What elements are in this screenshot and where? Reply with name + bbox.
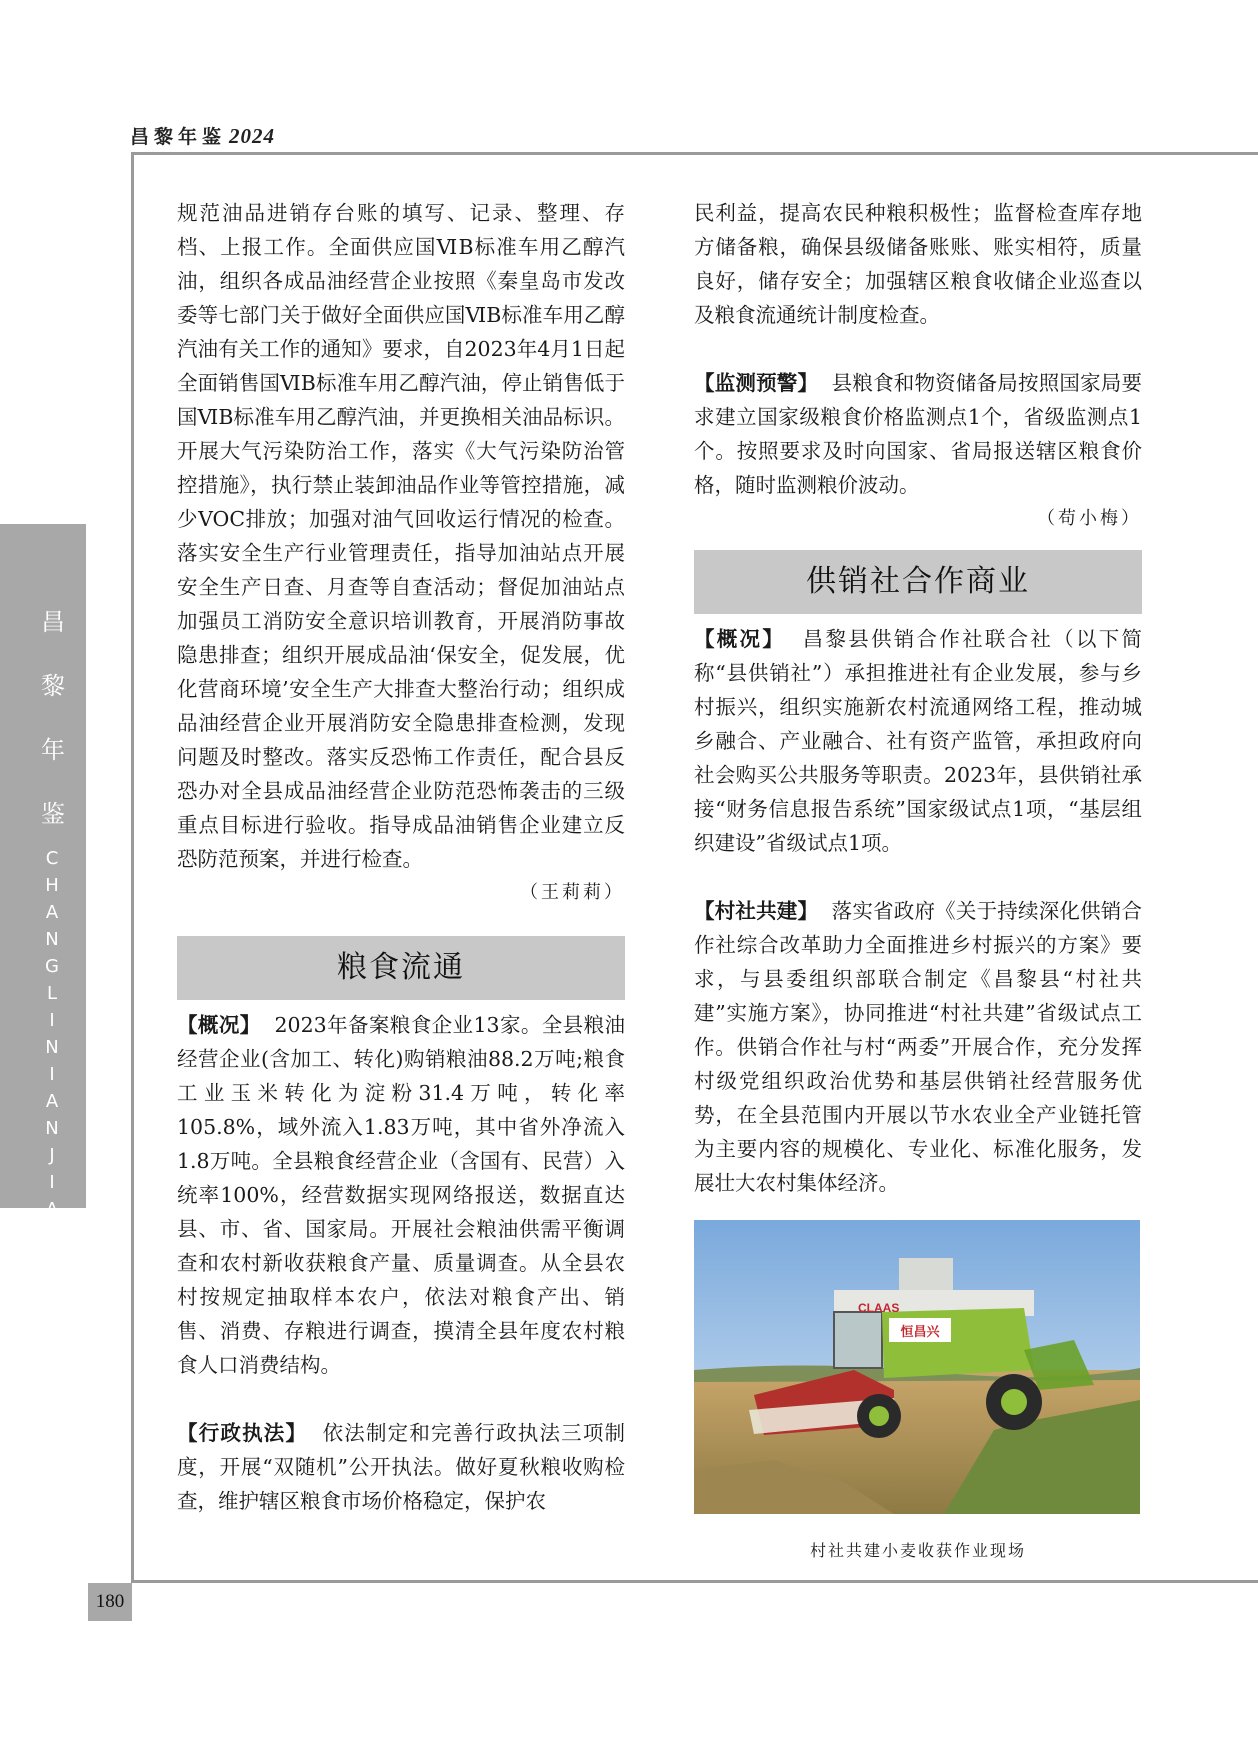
yearbook-year: 2024 [229,124,276,148]
coop-overview-paragraph [694,622,1142,860]
yearbook-title: 昌黎年鉴 [130,126,227,148]
enforcement-text: 依法制定和完善行政执法三项制度，开展“双随机”公开执法。做好夏秋粮收购检查，维护辖区粮食市场价格稳定，保护农 [177,1421,626,1513]
overview-label: 【概况】 [177,1013,261,1037]
monitor-paragraph [694,366,1142,502]
village-coop-paragraph [694,894,1142,1200]
page-number: 180 [88,1583,132,1621]
harvester-brand-text: CLAAS [858,1301,900,1315]
side-tab-letter: I [49,1010,55,1031]
overview-label: 【概况】 [694,627,786,651]
side-tab-letter: A [45,902,59,923]
side-tab-char: 鉴 [41,800,65,828]
enforcement-paragraph [177,1416,625,1518]
monitor-text: 县粮食和物资储备局按照国家局要求建立国家级粮食价格监测点1个，省级监测点1个。按照要求及时向国家、省局报送辖区粮食价格，随时监测粮价波动。 [694,371,1143,497]
monitor-label: 【监测预警】 [694,371,819,395]
harvester-photo [694,1220,1140,1514]
grain-overview-paragraph [177,1008,625,1382]
side-tab-letter: A [45,1091,59,1112]
section-title-supply-coop: 供销社合作商业 [694,550,1142,614]
side-tab-letter: N [45,929,59,950]
left-column [177,196,625,1518]
side-tab-char: 黎 [41,672,65,700]
side-tab-letter: J [49,1145,55,1166]
side-tab-chinese [38,590,68,846]
side-tab-letter: G [45,956,59,977]
photo-caption: 村社共建小麦收获作业现场 [809,1541,1026,1560]
overview-text: 2023年备案粮食企业13家。全县粮油经营企业(含加工、转化)购销粮油88.2万吨;粮食工业玉米转化为淀粉31.4万吨，转化率105.8%，域外流入1.83万吨，其中省外净流入1.8万吨。全县粮食经营企业（含国有、民营）入统率100%，经营数据实现网络报送，数据直达县、市、省、国家局。开展社会粮油供需平衡调查和农村新收获粮食产量、质量调查。从全县农村按规定抽取样本农户，依法对粮食产出、销售、消费、存粮进行调查，摸清全县年度农村粮食人口消费结构。 [177,1013,625,1377]
side-tab-letter: I [49,1172,55,1193]
grain-check-paragraph: 民利益，提高农民种粮积极性；监督检查库存地方储备粮，确保县级储备账账、账实相符，质量良好，储存安全；加强辖区粮食收储企业巡查以及粮食流通统计制度检查。 [694,201,1142,327]
side-tab-letter: I [49,1064,55,1085]
oil-management-paragraph: 规范油品进销存台账的填写、记录、整理、存档、上报工作。全面供应国ⅥB标准车用乙醇汽油，组织各成品油经营企业按照《秦皇岛市发改委等七部门关于做好全面供应国ⅥB标准车用乙醇汽油有关工作的通知》要求，自2023年4月1日起全面销售国ⅥB标准车用乙醇汽油，停止销售低于国ⅥB标准车用乙醇汽油，并更换相关油品标识。开展大气污染防治工作，落实《大气污染防治管控措施》，执行禁止装卸油品作业等管控措施，减少VOC排放；加强对油气回收运行情况的检查。落实安全生产行业管理责任，指导加油站点开展安全生产日查、月查等自查活动；督促加油站点加强员工消防安全意识培训教育，开展消防事故隐患排查；组织开展成品油‘保安全，促发展，优化营商环境’安全生产大排查大整治行动；组织成品油经营企业开展消防安全隐患排查检测，发现问题及时整改。落实反恐怖工作责任，配合县反恐办对全县成品油经营企业防范恐怖袭击的三级重点目标进行验收。指导成品油销售企业建立反恐防范预案，并进行检查。 [177,201,625,871]
author-credit: （王莉莉） [520,882,625,903]
coop-text: 落实省政府《关于持续深化供销合作社综合改革助力全面推进乡村振兴的方案》要求，与县委组织部联合制定《昌黎县“村社共建”实施方案》，协同推进“村社共建”省级试点工作。供销合作社与村“两委”开展合作，充分发挥村级党组织政治优势和基层供销社经营服务优势，在全县范围内开展以节水农业全产业链托管为主要内容的规模化、专业化、标准化服务，发展壮大农村集体经济。 [694,899,1143,1195]
side-tab-char: 昌 [41,608,65,636]
running-header [130,122,275,149]
right-column [694,196,1142,1568]
side-tab-letter: H [45,875,59,896]
enforcement-label: 【行政执法】 [177,1421,308,1445]
header-rule [133,152,1258,155]
overview-text: 昌黎县供销合作社联合社（以下简称“县供销社”）承担推进社有企业发展，参与乡村振兴，组织实施新农村流通网络工程，推动城乡融合、产业融合、社有资产监管，承担政府向社会购买公共服务等职责。2023年，县供销社承接“财务信息报告系统”国家级试点1项，“基层组织建设”省级试点1项。 [694,627,1142,855]
harvester-logo-text: 恒昌兴 [900,1324,940,1339]
side-tab-letter: N [45,1118,59,1139]
left-margin-rule [131,152,134,1582]
side-tab-letter: A [45,1199,59,1220]
side-tab-letter: N [45,1226,59,1247]
side-tab-latin [40,845,64,1250]
footer-rule [131,1580,1258,1583]
coop-label: 【村社共建】 [694,899,819,923]
side-tab-letter: L [46,983,58,1004]
section-title-grain: 粮食流通 [177,936,625,1000]
side-tab-letter: C [45,848,59,869]
side-tab-char: 年 [41,736,65,764]
author-credit: （苟小梅） [1037,508,1142,529]
side-tab-letter: N [45,1037,59,1058]
